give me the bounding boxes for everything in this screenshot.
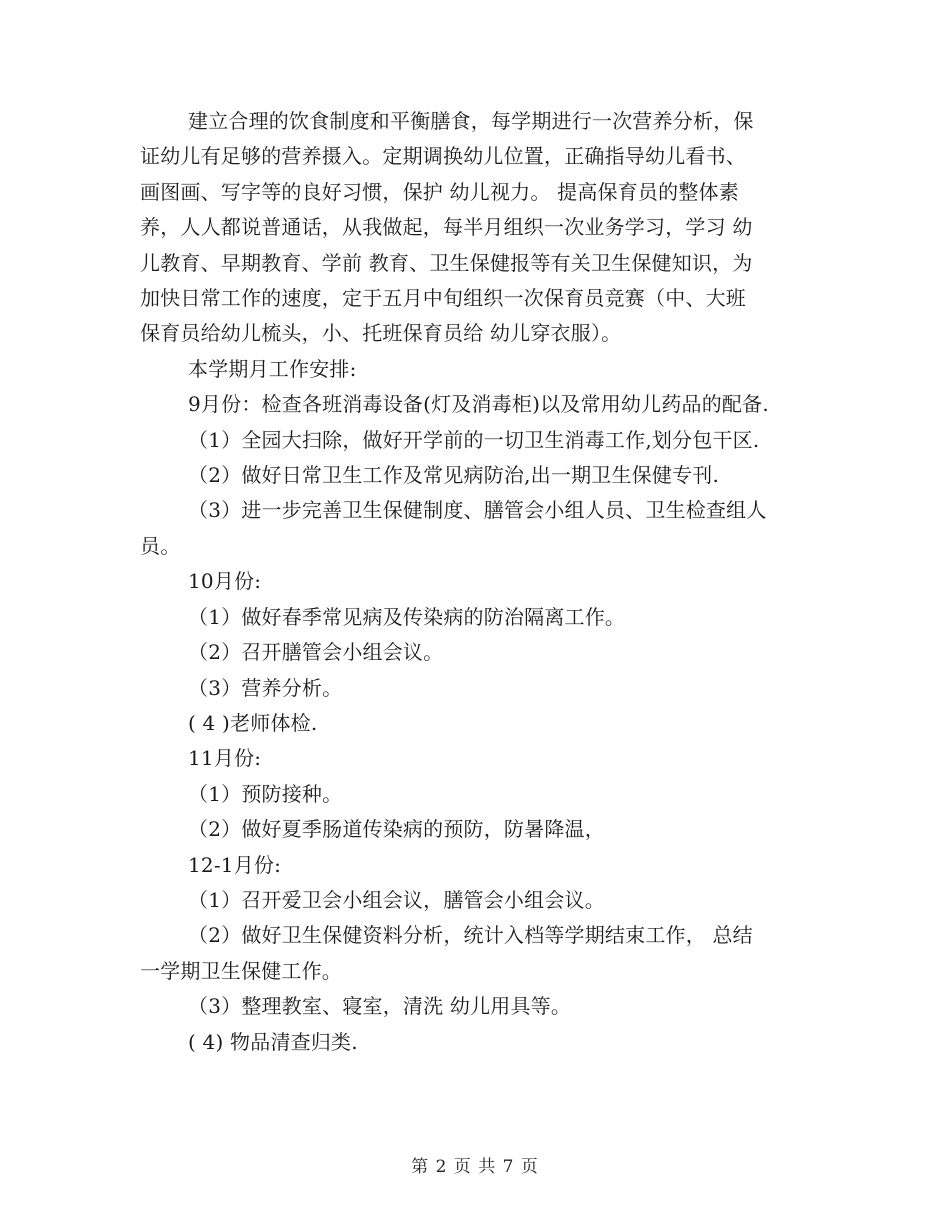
intro-line-5: 儿教育、早期教育、学前 教育、卫生保健报等有关卫生保健知识，为: [140, 250, 753, 275]
december-item-3: （3）整理教室、寝室，清洗 幼儿用具等。: [188, 994, 572, 1019]
september-item-1: （1）全园大扫除，做好开学前的一切卫生消毒工作,划分包干区.: [188, 427, 760, 452]
october-item-2: （2）召开膳管会小组会议。: [188, 640, 444, 665]
october-item-3: （3）营养分析。: [188, 675, 343, 700]
september-item-3-line-1: （3）进一步完善卫生保健制度、膳管会小组人员、卫生检查组人: [188, 498, 767, 523]
december-heading: 12-1月份:: [188, 852, 282, 877]
document-body: [140, 104, 810, 1060]
intro-line-2: 证幼儿有足够的营养摄入。定期调换幼儿位置，正确指导幼儿看书、: [140, 144, 746, 169]
november-item-2: （2）做好夏季肠道传染病的预防，防暑降温，: [188, 817, 605, 842]
intro-line-3: 画图画、写字等的良好习惯，保护 幼儿视力。 提高保育员的整体素: [140, 179, 739, 204]
december-item-2-line-2: 一学期卫生保健工作。: [140, 958, 342, 983]
page-number-footer: 第 2 页 共 7 页: [411, 1157, 539, 1177]
december-item-2-line-1: （2）做好卫生保健资料分析，统计入档等学期结束工作， 总结: [188, 923, 753, 948]
december-item-4: ( 4) 物品清查归类.: [188, 1029, 358, 1054]
intro-line-1: 建立合理的饮食制度和平衡膳食，每学期进行一次营养分析，保: [188, 109, 754, 133]
october-heading: 10月份:: [188, 569, 262, 594]
september-heading: 9月份：检查各班消毒设备(灯及消毒柜)以及常用幼儿药品的配备.: [188, 392, 769, 417]
intro-line-6: 加快日常工作的速度，定于五月中旬组织一次保育员竞赛（中、大班: [140, 286, 746, 311]
intro-line-7: 保育员给幼儿梳头，小、托班保育员给 幼儿穿衣服）。: [140, 321, 622, 346]
december-item-1: （1）召开爱卫会小组会议，膳管会小组会议。: [188, 887, 605, 912]
september-item-3-line-2: 员。: [140, 533, 181, 558]
intro-line-4: 养，人人都说普通话，从我做起，每半月组织一次业务学习，学习 幼: [140, 215, 753, 240]
september-item-2: （2）做好日常卫生工作及常见病防治,出一期卫生保健专刊.: [188, 463, 720, 488]
november-item-1: （1）预防接种。: [188, 781, 343, 806]
october-item-1: （1）做好春季常见病及传染病的防治隔离工作。: [188, 604, 626, 629]
schedule-heading: 本学期月工作安排:: [188, 356, 357, 381]
november-heading: 11月份:: [188, 746, 262, 771]
october-item-4: ( 4 )老师体检.: [188, 710, 318, 735]
